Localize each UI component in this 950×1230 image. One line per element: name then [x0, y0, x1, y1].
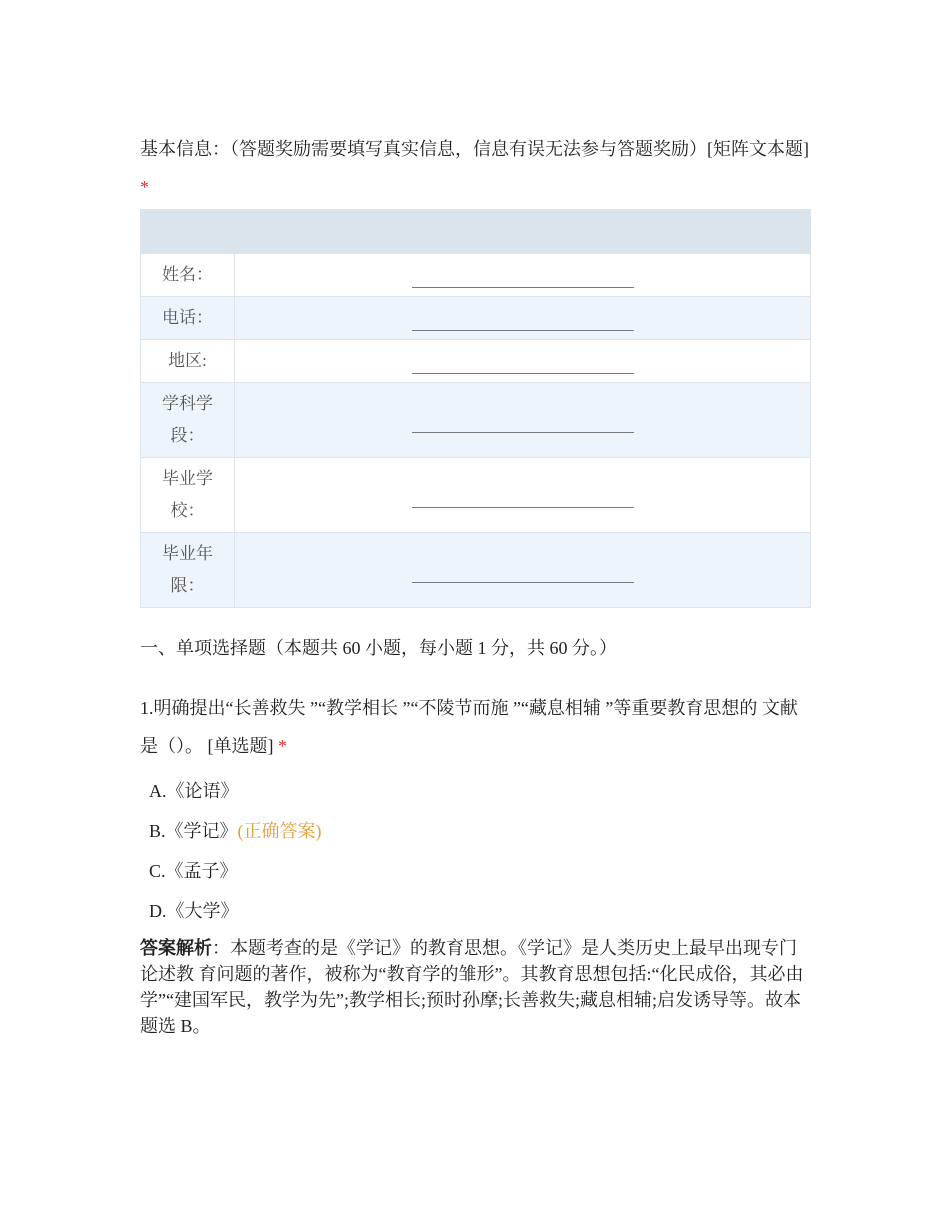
correct-answer-note: (正确答案)	[237, 821, 322, 841]
matrix-row-school	[141, 458, 811, 533]
option-d[interactable]	[149, 892, 322, 932]
matrix-row-subject	[141, 383, 811, 458]
option-c[interactable]	[149, 852, 322, 892]
question-1-options	[149, 772, 322, 932]
phone-input[interactable]	[412, 308, 634, 331]
name-field-cell	[235, 254, 811, 297]
row-label-phone: 电话：	[141, 297, 235, 340]
matrix-header-cell-field	[235, 210, 811, 254]
required-mark: *	[278, 736, 287, 756]
analysis-label: 答案解析	[140, 938, 212, 958]
row-label-region: 地区:	[141, 340, 235, 383]
subject-field-cell	[235, 383, 811, 458]
analysis-text: ：本题考查的是《学记》的教育思想。《学记》是人类历史上最早出现专门论述教 育问题的著作，被称为“教育学的雏形”。其教育思想包括:“化民成俗，其必由学”“建国军民，教学为先”;教学相长;预时孙摩;长善救失;藏息相辅;启发诱导等。故本题选 B。	[140, 938, 804, 1036]
section-heading: 一、单项选择题（本题共 60 小题，每小题 1 分，共 60 分。）	[140, 638, 617, 658]
basic-info-matrix	[140, 209, 811, 608]
row-label-grad-year: 毕业年限：	[141, 533, 235, 608]
option-b-label: B.《学记》	[149, 821, 238, 841]
row-label-school: 毕业学校：	[141, 458, 235, 533]
basic-info-question	[140, 130, 812, 206]
option-b[interactable]	[149, 812, 322, 852]
matrix-header-row	[141, 210, 811, 254]
basic-info-title: 基本信息：（答题奖励需要填写真实信息，信息有误无法参与答题奖励）[矩阵文本题]	[140, 139, 809, 159]
answer-analysis	[140, 935, 812, 1039]
grad-year-input[interactable]	[412, 560, 634, 583]
row-label-name: 姓名：	[141, 254, 235, 297]
school-field-cell	[235, 458, 811, 533]
name-input[interactable]	[412, 265, 634, 288]
phone-field-cell	[235, 297, 811, 340]
matrix-row-grad-year	[141, 533, 811, 608]
option-c-label: C.《孟子》	[149, 861, 238, 881]
option-a-label: A.《论语》	[149, 781, 239, 801]
question-1	[140, 689, 812, 765]
school-input[interactable]	[412, 485, 634, 508]
option-a[interactable]	[149, 772, 322, 812]
subject-input[interactable]	[412, 410, 634, 433]
matrix-row-name	[141, 254, 811, 297]
matrix-row-region	[141, 340, 811, 383]
row-label-subject: 学科学段：	[141, 383, 235, 458]
grad-year-field-cell	[235, 533, 811, 608]
region-input[interactable]	[412, 351, 634, 374]
question-1-text: 1.明确提出“长善救失 ”“教学相长 ”“不陵节而施 ”“藏息相辅 ”等重要教育思想的 文献是（）。 [单选题]	[140, 698, 798, 756]
matrix-row-phone	[141, 297, 811, 340]
region-field-cell	[235, 340, 811, 383]
option-d-label: D.《大学》	[149, 901, 239, 921]
required-mark: *	[140, 177, 149, 197]
matrix-header-cell-label	[141, 210, 235, 254]
